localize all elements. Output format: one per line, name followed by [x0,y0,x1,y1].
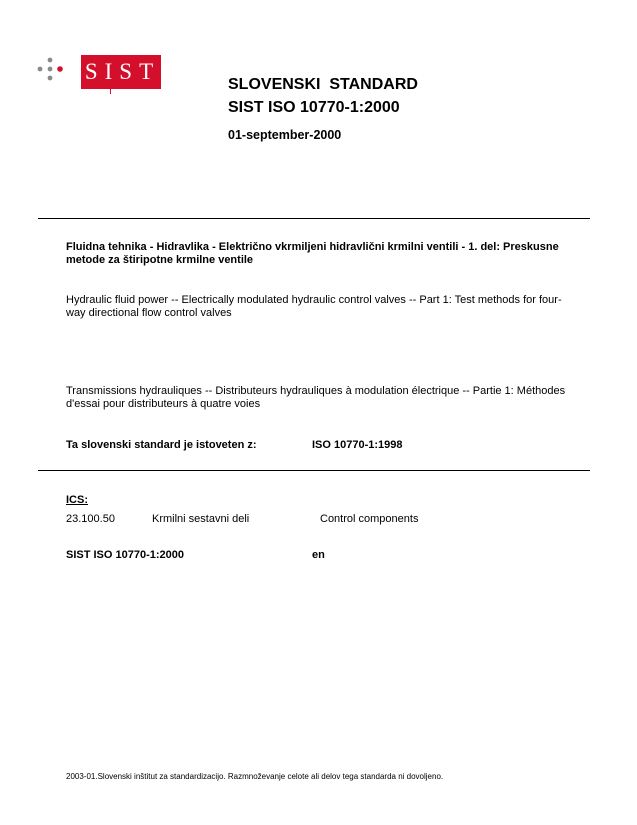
document-language: en [312,549,325,561]
ics-code: 23.100.50 [66,513,115,525]
ics-description-english: Control components [320,513,419,525]
title-french: Transmissions hydrauliques -- Distributeurs hydrauliques à modulation électrique -- Partie 1: Méthodes d'essai pour distributeurs à quatre voies [66,385,566,410]
title-english: Hydraulic fluid power -- Electrically modulated hydraulic control valves -- Part 1: Test methods for four-way directional flow control valves [66,294,562,319]
ics-description-slovenian: Krmilni sestavni deli [152,513,250,525]
ics-label: ICS: [66,494,88,506]
logo-rule [110,89,111,94]
logo-dots-icon [36,56,76,86]
identical-value: ISO 10770-1:1998 [312,439,403,451]
standard-reference: SIST ISO 10770-1:2000 [66,549,185,561]
copyright-footer: 2003-01.Slovenski inštitut za standardizacijo. Razmnoževanje celote ali delov tega standarda ni dovoljeno. [66,772,444,781]
publication-date: 01-september-2000 [228,128,342,142]
standard-code-heading: SIST ISO 10770-1:2000 [228,99,400,116]
divider-middle [38,470,590,471]
title-slovenian: Fluidna tehnika - Hidravlika - Električno vkrmiljeni hidravlični krmilni ventili - 1. del: Preskusne metode za štiripotne krmilne ventile [66,241,559,266]
divider-top [38,218,590,219]
standard-type-heading: SLOVENSKI STANDARD [228,76,418,93]
logo-text: SIST [84,59,161,84]
identical-label: Ta slovenski standard je istoveten z: [66,439,257,451]
